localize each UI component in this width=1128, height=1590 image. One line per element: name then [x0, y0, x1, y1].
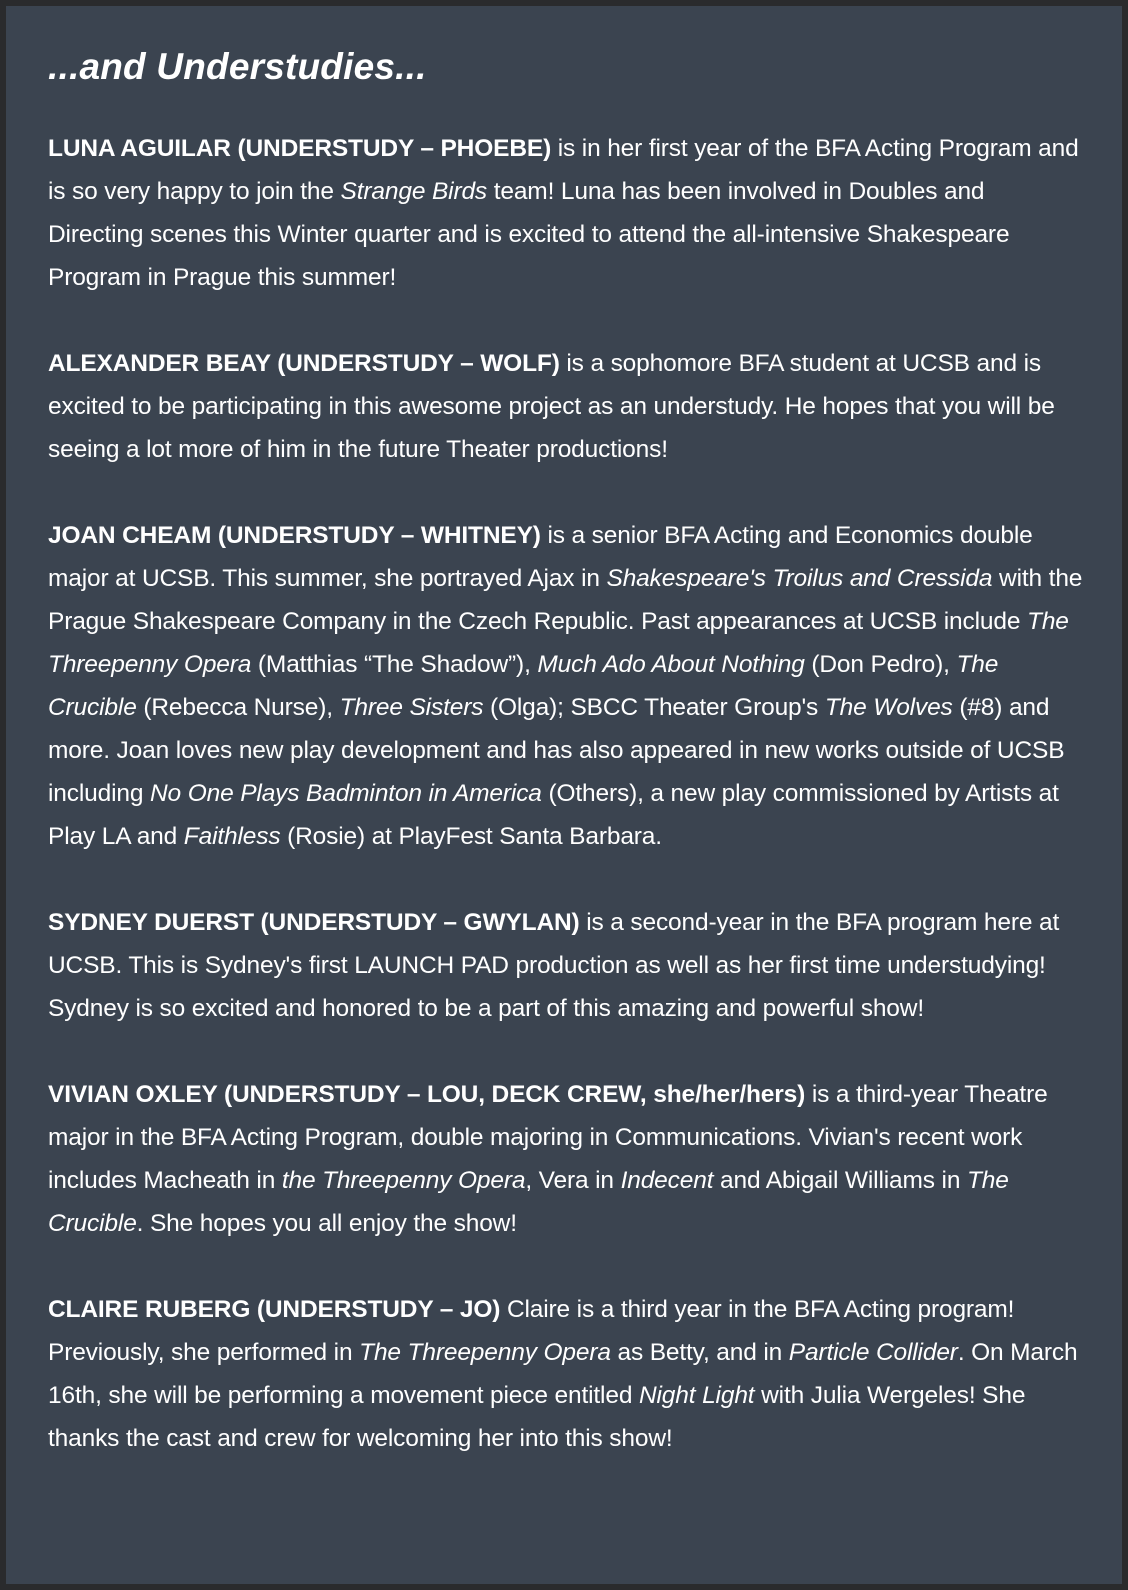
bio-title-italic: Indecent — [620, 1167, 714, 1194]
bio-paragraph — [48, 1288, 1086, 1460]
bio-name: JOAN CHEAM (UNDERSTUDY – WHITNEY) — [48, 522, 541, 549]
bio-text: and Abigail Williams in — [713, 1167, 967, 1194]
bio-text: is a sophomore BFA student at UCSB and is excited to be participating in this awesome project as an understudy. He hopes that you will be seeing a lot more of him in the future Theater productions! — [48, 350, 1055, 463]
bio-text: . On March 16th, she will be performing a movement piece entitled — [48, 1339, 1078, 1409]
bio-text: (#8) and more. Joan loves new play development and has also appeared in new works outside of UCSB including — [48, 694, 1065, 807]
bio-title-italic: The Crucible — [48, 1167, 1009, 1237]
bio-text: is a second-year in the BFA program here at UCSB. This is Sydney's first LAUNCH PAD production as well as her first time understudying! Sydney is so excited and honored to be a part of this amazing and powerful show! — [48, 909, 1060, 1022]
bio-text: , Vera in — [525, 1167, 621, 1194]
program-page — [6, 6, 1122, 1584]
bio-name: VIVIAN OXLEY (UNDERSTUDY – LOU, DECK CREW, she/her/hers) — [48, 1081, 806, 1108]
bio-text: (Rebecca Nurse), — [136, 694, 340, 721]
bio-text: Claire is a third year in the BFA Acting program! Previously, she performed in — [48, 1296, 1015, 1366]
bio-text: . She hopes you all enjoy the show! — [136, 1210, 517, 1237]
bio-name: LUNA AGUILAR (UNDERSTUDY – PHOEBE) — [48, 135, 552, 162]
understudy-bios — [48, 127, 1086, 1460]
bio-title-italic: Strange Birds — [340, 178, 488, 205]
bio-paragraph — [48, 1073, 1086, 1245]
bio-title-italic: The Threepenny Opera — [48, 608, 1069, 678]
bio-title-italic: Much Ado About Nothing — [537, 651, 805, 678]
bio-paragraph — [48, 901, 1086, 1030]
bio-name: CLAIRE RUBERG (UNDERSTUDY – JO) — [48, 1296, 501, 1323]
bio-text: (Olga); SBCC Theater Group's — [483, 694, 825, 721]
bio-text: (Matthias “The Shadow”), — [251, 651, 538, 678]
bio-name: ALEXANDER BEAY (UNDERSTUDY – WOLF) — [48, 350, 560, 377]
bio-title-italic: The Threepenny Opera — [359, 1339, 611, 1366]
bio-text: team! Luna has been involved in Doubles and Directing scenes this Winter quarter and is excited to attend the all-intensive Shakespeare Program in Prague this summer! — [48, 178, 1010, 291]
bio-text: with Julia Wergeles! She thanks the cast and crew for welcoming her into this show! — [48, 1382, 1026, 1452]
bio-title-italic: Shakespeare's Troilus and Cressida — [606, 565, 993, 592]
bio-title-italic: the Threepenny Opera — [281, 1167, 526, 1194]
bio-title-italic: The Wolves — [824, 694, 953, 721]
section-title: ...and Understudies... — [48, 46, 427, 87]
bio-text: is a senior BFA Acting and Economics double major at UCSB. This summer, she portrayed Ajax in — [48, 522, 1033, 592]
bio-title-italic: Three Sisters — [339, 694, 484, 721]
bio-title-italic: Night Light — [638, 1382, 755, 1409]
bio-text: with the Prague Shakespeare Company in the Czech Republic. Past appearances at UCSB include — [48, 565, 1083, 635]
bio-text: is a third-year Theatre major in the BFA Acting Program, double majoring in Communications. Vivian's recent work includes Macheath in — [48, 1081, 1048, 1194]
bio-paragraph — [48, 514, 1086, 858]
bio-name: SYDNEY DUERST (UNDERSTUDY – GWYLAN) — [48, 909, 580, 936]
bio-title-italic: The Crucible — [48, 651, 999, 721]
bio-title-italic: Faithless — [183, 823, 281, 850]
bio-paragraph — [48, 127, 1086, 299]
bio-text: is in her first year of the BFA Acting Program and is so very happy to join the — [48, 135, 1079, 205]
bio-text: as Betty, and in — [610, 1339, 789, 1366]
bio-text: (Don Pedro), — [804, 651, 957, 678]
bio-title-italic: Particle Collider — [788, 1339, 958, 1366]
bio-title-italic: No One Plays Badminton in America — [150, 780, 542, 807]
bio-text: (Others), a new play commissioned by Artists at Play LA and — [48, 780, 1059, 850]
bio-paragraph — [48, 342, 1086, 471]
bio-text: (Rosie) at PlayFest Santa Barbara. — [280, 823, 662, 850]
